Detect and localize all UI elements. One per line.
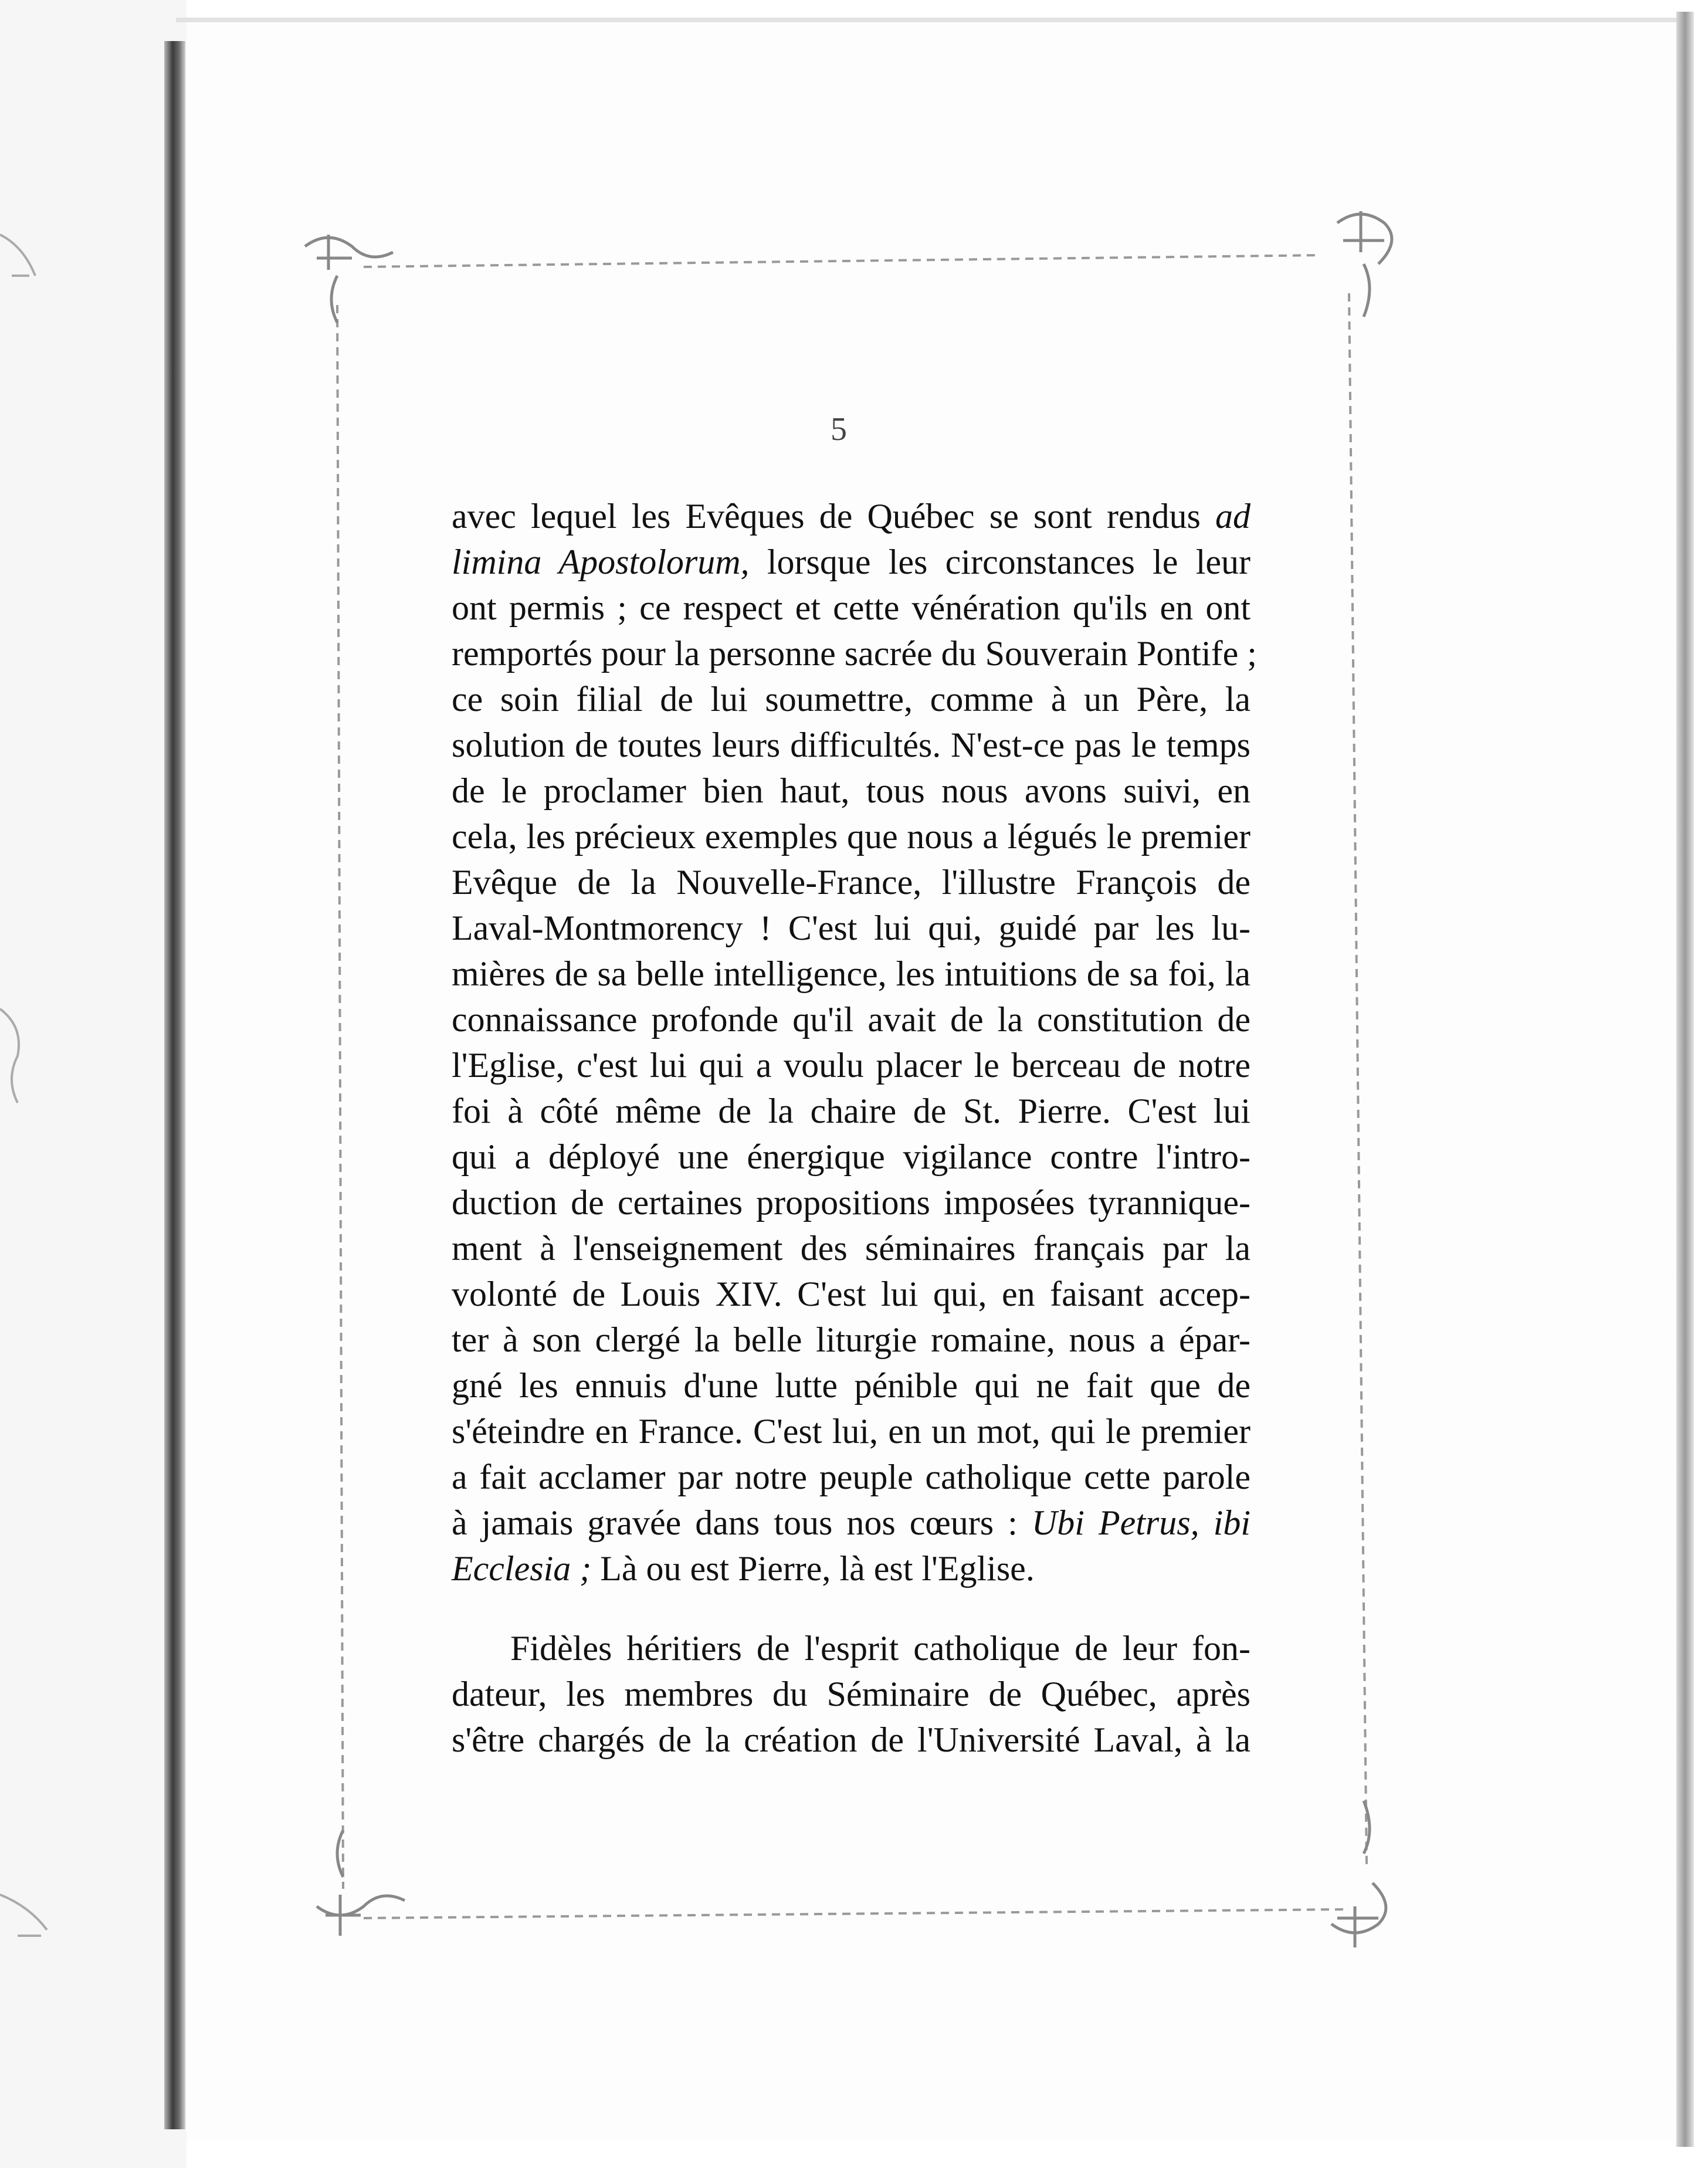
text-segment: gné les ennuis d'une lutte pénible qui ne fait que de (452, 1366, 1250, 1405)
text-line (452, 859, 1250, 906)
text-line (452, 1362, 1250, 1409)
text-line (452, 950, 1250, 997)
text-segment: dateur, les membres du Séminaire de Québec, après (452, 1675, 1250, 1713)
text-segment: à jamais gravée dans tous nos cœurs : (452, 1503, 1032, 1542)
text-segment: avec lequel les Evêques de Québec se sont rendus (452, 497, 1215, 536)
text-segment: s'éteindre en France. C'est lui, en un mot, qui le premier (452, 1412, 1250, 1451)
text-segment: Fidèles héritiers de l'esprit catholique de leur fon- (510, 1629, 1250, 1668)
text-line (452, 1179, 1250, 1226)
text-line (510, 1625, 1250, 1672)
italic-text: Ubi Petrus, ibi (1031, 1503, 1250, 1542)
text-line (452, 1716, 1250, 1763)
text-segment: ment à l'enseignement des séminaires français par la (452, 1229, 1250, 1268)
page-number: 5 (831, 411, 847, 448)
text-segment: volonté de Louis XIV. C'est lui qui, en faisant accep- (452, 1275, 1250, 1313)
text-line (452, 1271, 1250, 1317)
text-segment: ont permis ; ce respect et cette vénération qu'ils en ont (452, 588, 1250, 627)
text-segment: Evêque de la Nouvelle-France, l'illustre François de (452, 863, 1250, 902)
text-line (452, 1454, 1250, 1500)
text-segment: duction de certaines propositions imposées tyrannique- (452, 1183, 1250, 1222)
text-segment: Là ou est Pierre, là est l'Eglise. (591, 1549, 1035, 1588)
border-left-line (337, 305, 343, 1889)
text-line (452, 1088, 1250, 1134)
text-line (452, 813, 1250, 860)
border-bottom-line (364, 1909, 1349, 1918)
text-segment: mières de sa belle intelligence, les intuitions de sa foi, la (452, 954, 1250, 993)
text-segment: solution de toutes leurs difficultés. N'est-ce pas le temps (452, 726, 1250, 764)
border-right-line (1349, 293, 1367, 1865)
italic-text: Ecclesia ; (452, 1549, 592, 1588)
text-line (452, 1316, 1250, 1363)
text-segment: cela, les précieux exemples que nous a légués le premier (452, 817, 1250, 856)
text-line (452, 721, 1250, 768)
italic-text: ad (1215, 497, 1250, 536)
text-line (452, 905, 1250, 951)
text-line (452, 767, 1250, 814)
text-line (452, 1042, 1250, 1089)
text-segment: de le proclamer bien haut, tous nous avons suivi, en (452, 771, 1250, 810)
text-segment: l'Eglise, c'est lui qui a voulu placer le berceau de notre (452, 1046, 1250, 1085)
text-segment: foi à côté même de la chaire de St. Pierre. C'est lui (452, 1092, 1250, 1130)
text-segment: qui a déployé une énergique vigilance contre l'intro- (452, 1137, 1250, 1176)
text-line (452, 1545, 1250, 1592)
border-top-line (364, 255, 1320, 267)
text-segment: lorsque les circonstances le leur (749, 543, 1250, 581)
text-line (452, 996, 1250, 1043)
text-segment: ce soin filial de lui soumettre, comme à un Père, la (452, 680, 1250, 719)
text-line (452, 1225, 1250, 1272)
text-segment: connaissance profonde qu'il avait de la constitution de (452, 1000, 1250, 1039)
text-segment: s'être chargés de la création de l'Université Laval, à la (452, 1720, 1250, 1759)
text-line (452, 584, 1250, 631)
text-line (452, 630, 1257, 677)
text-segment: a fait acclamer par notre peuple catholique cette parole (452, 1458, 1250, 1496)
text-line (452, 1671, 1250, 1718)
text-line (452, 538, 1250, 585)
text-segment: ter à son clergé la belle liturgie romaine, nous a épar- (452, 1320, 1250, 1359)
text-line (452, 676, 1250, 723)
text-line (452, 493, 1250, 540)
left-page-ornament-fragments (0, 235, 47, 1936)
italic-text: limina Apostolorum, (452, 543, 750, 581)
text-line (452, 1408, 1250, 1455)
text-segment: remportés pour la personne sacrée du Souverain Pontife ; (452, 634, 1257, 673)
text-line (452, 1499, 1250, 1546)
text-line (452, 1133, 1250, 1180)
text-segment: Laval-Montmorency ! C'est lui qui, guidé par les lu- (452, 909, 1250, 947)
